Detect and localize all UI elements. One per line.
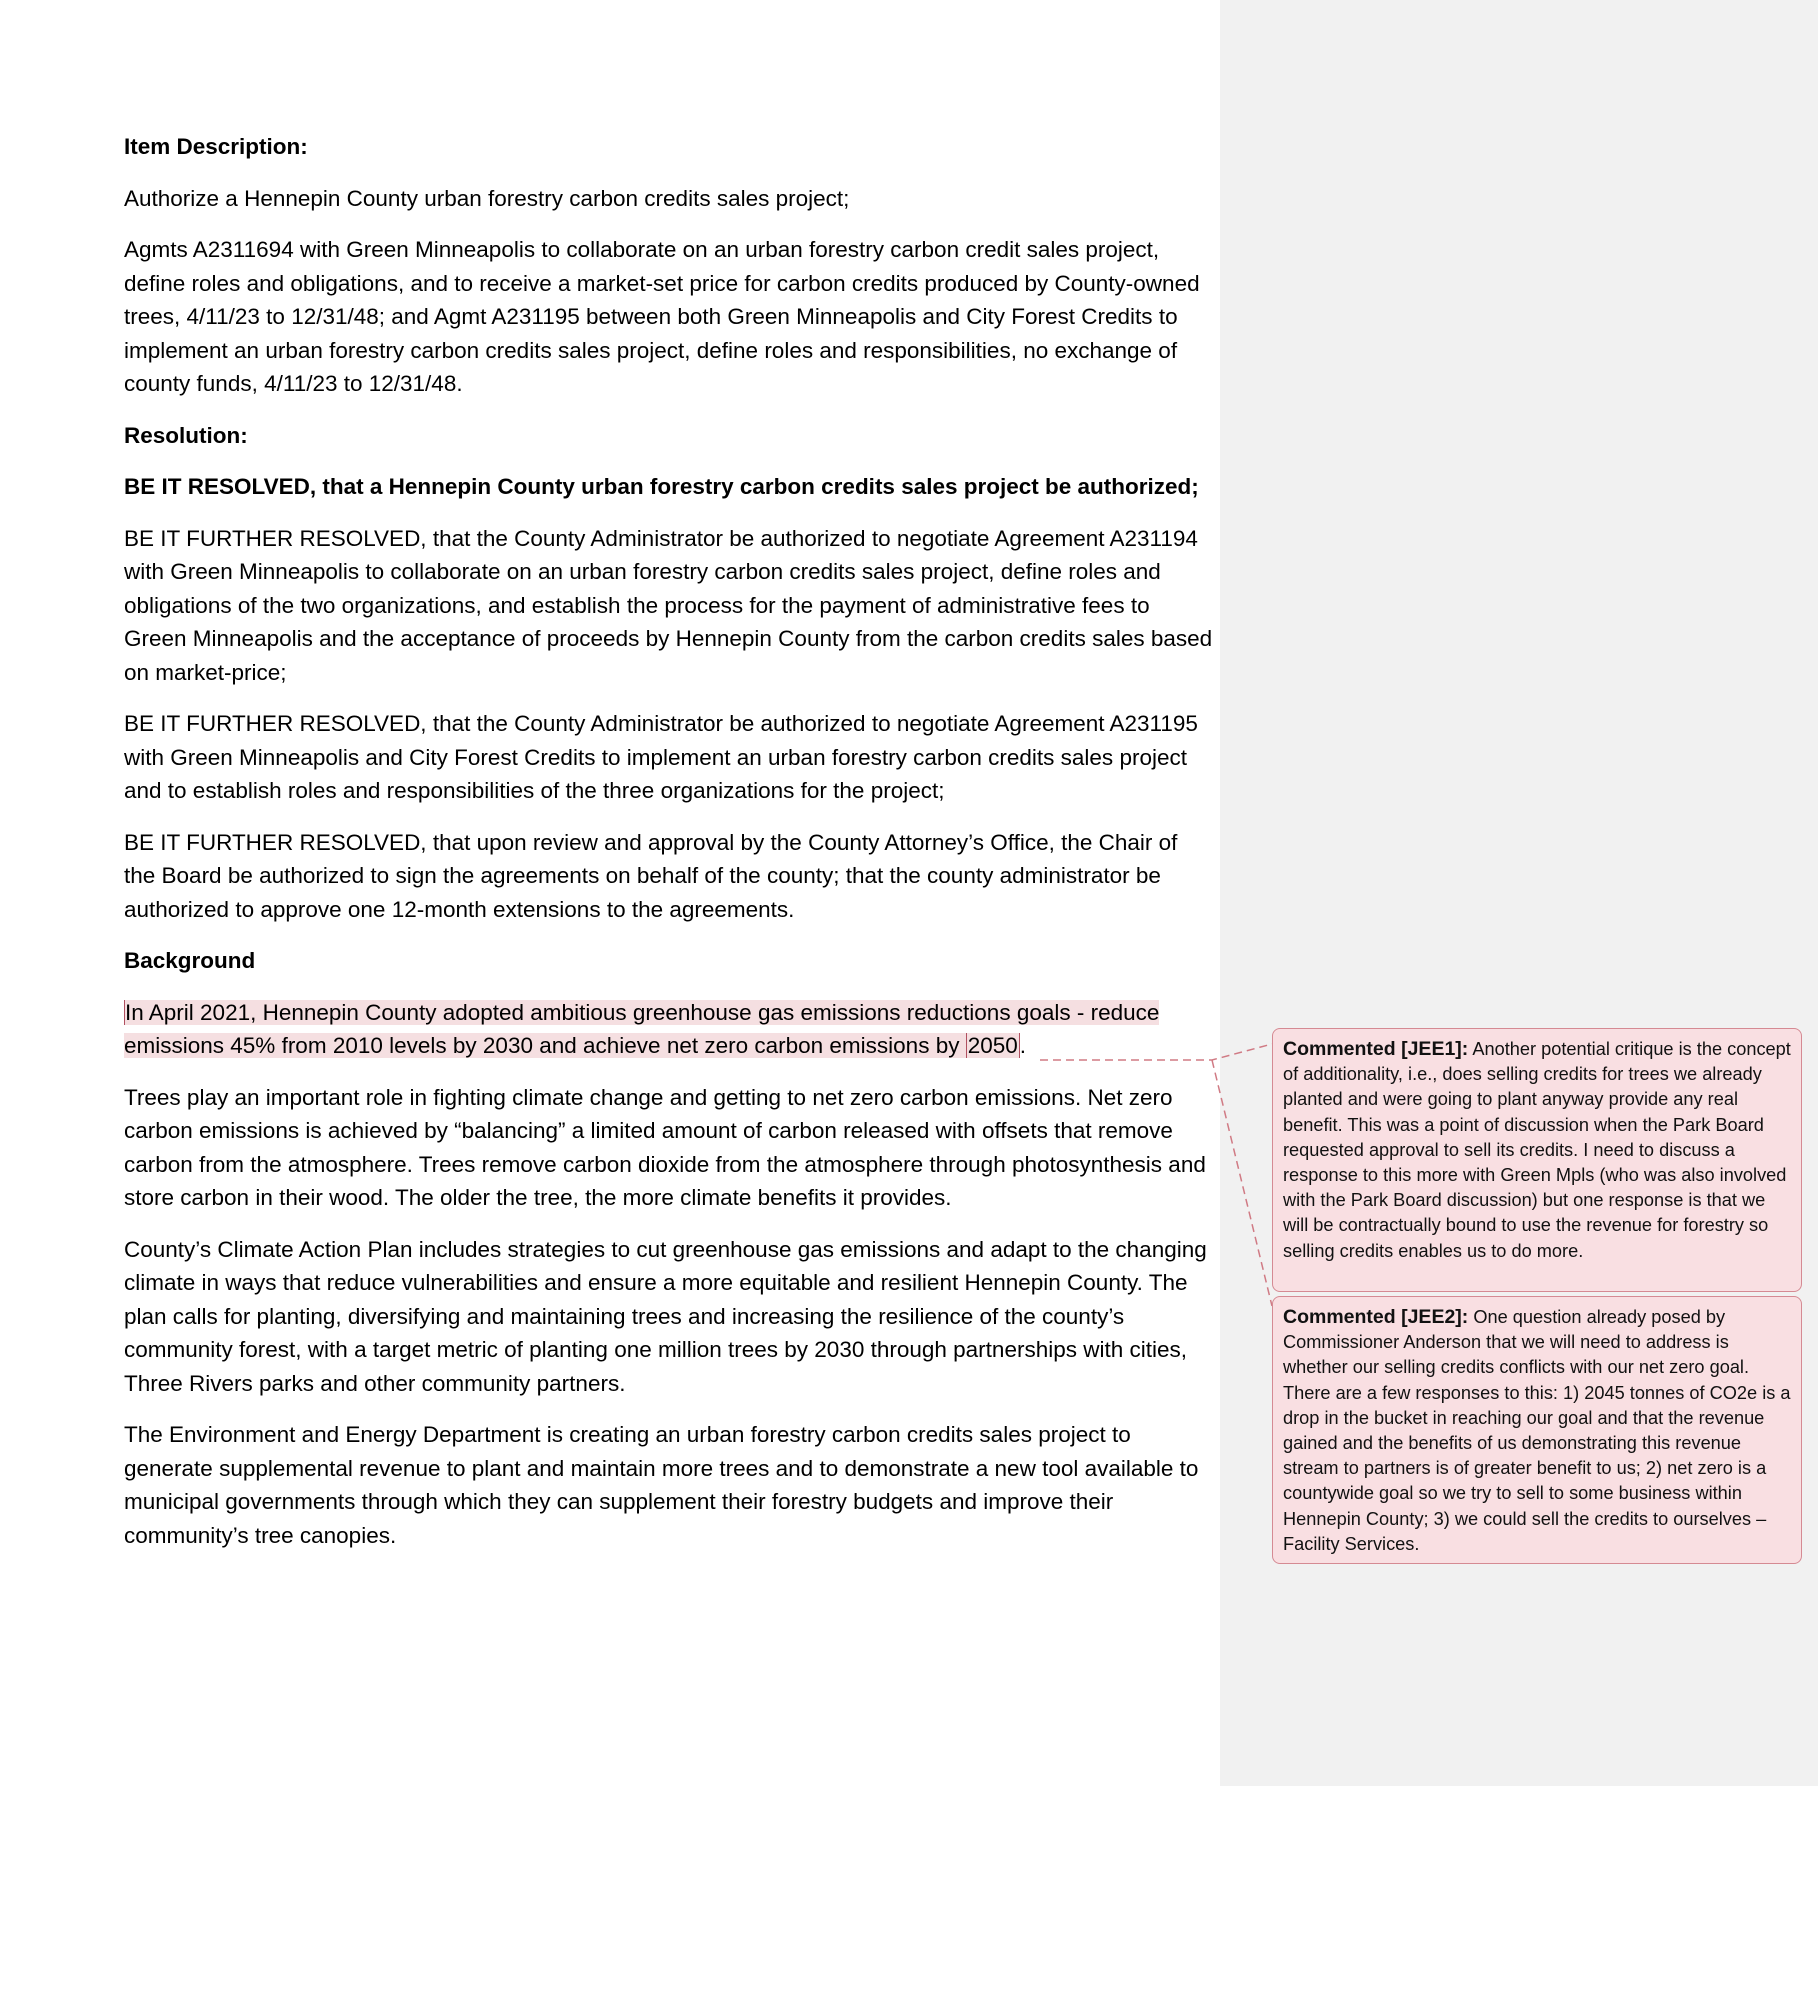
agreements-paragraph: Agmts A2311694 with Green Minneapolis to collaborate on an urban forestry carbon credit sales project, define roles and obligations, and to receive a market-set price for carbon credits produced by County-owned trees, 4/11/23 to 12/31/48; and Agmt A231195 between both Green Minneapolis and City Forest Credits to implement an urban forestry carbon credits sales project, define roles and responsibilities, no exchange of county funds, 4/11/23 to 12/31/48. — [124, 237, 1200, 396]
resolution-further-2: BE IT FURTHER RESOLVED, that the County Administrator be authorized to negotiate Agreement A231195 with Green Minneapolis and City Forest Credits to implement an urban forestry carbon credits sales project and to establish roles and responsibilities of the three organizations for the project; — [124, 711, 1198, 803]
comment-leader-line-2 — [1212, 1060, 1272, 1306]
commented-text-tail: . — [1019, 1033, 1027, 1058]
item-description-text: Authorize a Hennepin County urban forestry carbon credits sales project; — [124, 185, 850, 211]
resolution-further-3: BE IT FURTHER RESOLVED, that upon review and approval by the County Attorney’s Office, the Chair of the Board be authorized to sign the agreements on behalf of the county; that the county administrator be authorized to approve one 12-month extensions to the agreements. — [124, 829, 1178, 922]
comment-label: Commented [JEE1]: — [1283, 1038, 1469, 1060]
comment-text: One question already posed by Commissioner Anderson that we will need to address is whether our selling credits conflicts with our net zero goal. There are a few responses to this: 1) 2045 tonnes of CO2e is a drop in the bucket in reaching our goal and that the revenue gained and the benefits of us demonstrating this revenue stream to partners is of greater benefit to us; 2) net zero is a countywide goal so we try to sell to some business within Hennepin County; 3) we could sell the credits to ourselves – Facility Services. — [1283, 1307, 1791, 1554]
background-trees-paragraph: Trees play an important role in fighting climate change and getting to net zero carbon emissions. Net zero carbon emissions is achieved by “balancing” a limited amount of carbon released with offsets that remove carbon from the atmosphere. Trees remove carbon dioxide from the atmosphere through photosynthesis and store carbon in their wood. The older the tree, the more climate benefits it provides. — [124, 1084, 1206, 1210]
background-department-paragraph: The Environment and Energy Department is creating an urban forestry carbon credits sales project to generate supplemental revenue to plant and maintain more trees and to demonstrate a new tool available to municipal governments through which they can supplement their forestry budgets and improve their community’s tree canopies. — [124, 1422, 1199, 1548]
comment-text: Another potential critique is the concept of additionality, i.e., does selling credits for trees we already planted and were going to plant anyway provide any real benefit. This was a point of discussion when the Park Board requested approval to sell its credits. I need to discuss a response to this more with Green Mpls (who was also involved with the Park Board discussion) but one response is that we will be contractually bound to use the revenue for forestry so selling credits enables us to do more. — [1283, 1039, 1791, 1261]
comment-balloon-jee2[interactable] — [1272, 1296, 1802, 1564]
background-heading: Background — [124, 948, 256, 973]
comment-leader-line-1 — [1040, 1044, 1272, 1060]
commented-text-anchor[interactable]: 2050 — [967, 1033, 1018, 1058]
resolution-further-1: BE IT FURTHER RESOLVED, that the County Administrator be authorized to negotiate Agreement A231194 with Green Minneapolis to collaborate on an urban forestry carbon credits sales project, define roles and obligations of the two organizations, and establish the process for the payment of administrative fees to Green Minneapolis and the acceptance of proceeds by Hennepin County from the carbon credits sales based on market-price; — [124, 525, 1213, 685]
resolution-main: BE IT RESOLVED, that a Hennepin County urban forestry carbon credits sales project be authorized; — [124, 474, 1199, 499]
item-description-heading: Item Description: — [124, 134, 308, 159]
comment-balloon-jee1[interactable] — [1272, 1028, 1802, 1292]
resolution-heading: Resolution: — [124, 422, 248, 448]
background-plan-paragraph: County’s Climate Action Plan includes strategies to cut greenhouse gas emissions and adapt to the changing climate in ways that reduce vulnerabilities and ensure a more equitable and resilient Hennepin County. The plan calls for planting, diversifying and maintaining trees and increasing the resilience of the county’s community forest, with a target metric of planting one million trees by 2030 through partnerships with cities, Three Rivers parks and other community partners. — [124, 1236, 1207, 1396]
commented-text-highlight[interactable]: In April 2021, Hennepin County adopted ambitious greenhouse gas emissions reductions goals - reduce emissions 45% from 2010 levels by 2030 and achieve net zero carbon emissions by — [124, 999, 1160, 1058]
comment-label: Commented [JEE2]: — [1283, 1306, 1469, 1328]
